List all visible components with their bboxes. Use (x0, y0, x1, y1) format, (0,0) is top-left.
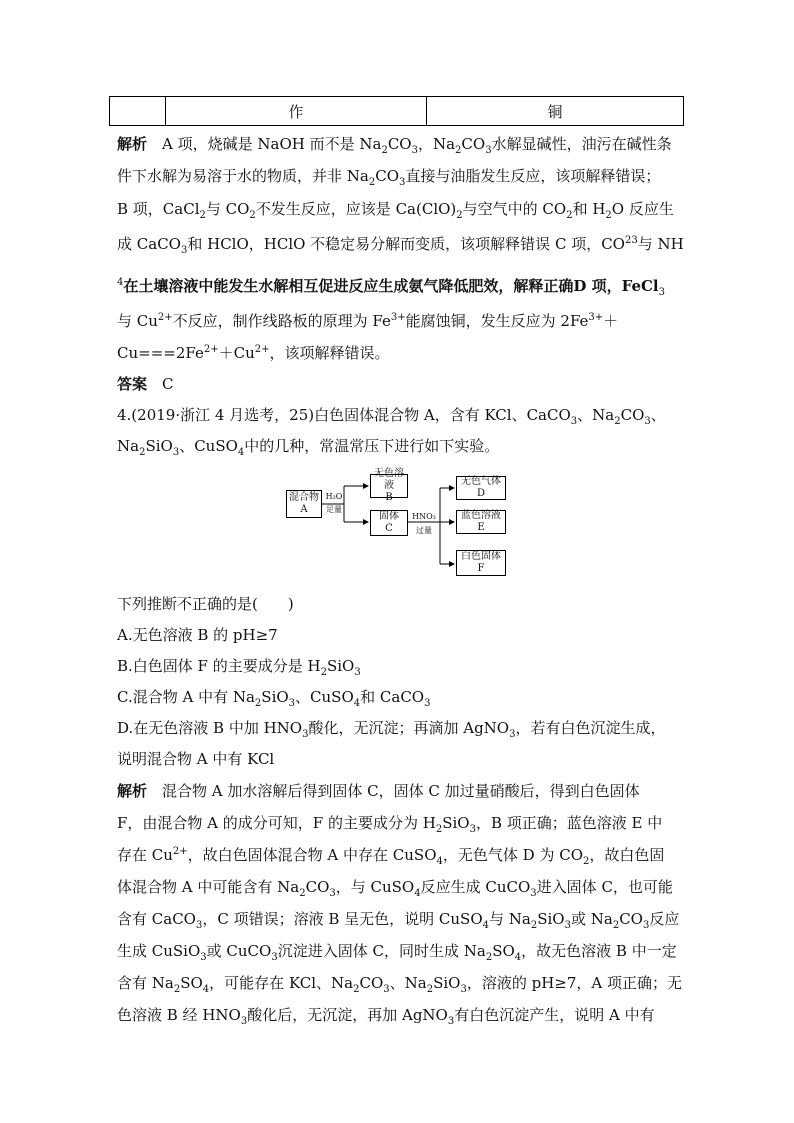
analysis2-line-7: 含有 $Na_2SO_4$，可能存在 KCl、$Na_2CO_3$、$Na_2SiO_3$，溶液的 pH≥7，A 项正确；无 (117, 974, 682, 995)
analysis1-line-4: 成 CaCO$_3$和 HClO，HClO 不稳定易分解而变质，该项解释错误 C 项，CO$^{23}$与 NH (117, 235, 684, 256)
box-solution-e: 蓝色溶液 E (456, 510, 506, 534)
analysis2-line-4: 体混合物 A 中可能含有 $Na_2CO_3$，与 CuSO$_4$反应生成 CuCO$_3$进入固体 C，也可能 (117, 878, 673, 899)
analysis2-line-5: 含有 CaCO$_3$，C 项错误；溶液 B 呈无色，说明 CuSO$_4$与 $Na_2SiO_3$或 $Na_2CO_3$反应 (117, 910, 680, 931)
analysis1-line-5: $^4$在土壤溶液中能发生水解相互促进反应生成氨气降低肥效，解释正确D 项，FeCl$_3$ (117, 277, 665, 298)
option-a: A.无色溶液 B 的 pH≥7 (117, 626, 278, 644)
table-cell-3: 铜 (547, 102, 563, 121)
answer-label: 答案 (117, 375, 148, 393)
analysis1-line-1: 解析 A 项，烧碱是 NaOH 而不是 $Na_2CO_3$，$Na_2CO_3$水解显碱性，油污在碱性条 (117, 135, 672, 156)
analysis2-line-3: 存在 $Cu^{2+}$，故白色固体混合物 A 中存在 CuSO$_4$，无色气体 D 为 $CO_2$，故白色固 (117, 846, 665, 867)
question-line-1: 4.(2019·浙江 4 月选考，25)白色固体混合物 A，含有 KCl、CaCO$_3$、$Na_2CO_3$、 (117, 406, 666, 427)
option-d: D.在无色溶液 B 中加 $HNO_3$酸化，无沉淀；再滴加 AgNO$_3$，若有白色沉淀生成， (117, 719, 666, 740)
analysis1-line-6: 与 $Cu^{2+}$不反应，制作线路板的原理为 $Fe^{3+}$能腐蚀铜，发生反应为 $2Fe^{3+}+$ (117, 312, 619, 330)
box-gas-d: 无色气体 D (456, 476, 506, 500)
box-solution-b: 无色溶液 B (370, 474, 408, 498)
option-d-cont: 说明混合物 A 中有 KCl (117, 750, 275, 768)
analysis2-line-1: 解析 混合物 A 加水溶解后得到固体 C，固体 C 加过量硝酸后，得到白色固体 (117, 782, 640, 800)
label-guoliang: 过量 (416, 526, 432, 535)
label-h2o: H₂O (325, 492, 343, 501)
box-solid-f: 白色固体 F (456, 550, 506, 576)
analysis2-line-8: 色溶液 B 经 $HNO_3$酸化后，无沉淀，再加 AgNO$_3$有白色沉淀产生，说明 A 中有 (117, 1006, 655, 1027)
question-prompt: 下列推断不正确的是( ) (117, 595, 294, 613)
option-b: B.白色固体 F 的主要成分是 $H_2SiO_3$ (117, 657, 361, 678)
box-mixture-a: 混合物 A (286, 490, 322, 518)
analysis2-line-6: 生成 CuSiO$_3$或 CuCO$_3$沉淀进入固体 C，同时生成 $Na_2SO_4$，故无色溶液 B 中一定 (117, 942, 677, 963)
analysis1-line-7: $Cu===2Fe^{2+}+Cu^{2+}$，该项解释错误。 (117, 344, 390, 362)
table-cell-2: 作 (166, 97, 427, 125)
analysis1-line-2: 件下水解为易溶于水的物质，并非 $Na_2CO_3$直接与油脂发生反应，该项解释错误； (117, 167, 661, 188)
table-cell-1 (110, 97, 166, 125)
question-line-2: $Na_2SiO_3$、CuSO$_4$中的几种，常温常压下进行如下实验。 (117, 437, 500, 458)
analysis1-line-3: B 项，CaCl$_2$与 $CO_2$不发生反应，应该是 $Ca(ClO)_2$与空气中的 $CO_2$和 $H_2O$ 反应生 (117, 200, 674, 221)
option-c: C.混合物 A 中有 $Na_2SiO_3$、CuSO$_4$和 CaCO$_3$ (117, 688, 431, 709)
table-fragment (109, 96, 684, 126)
label-zuliang: 足量 (326, 505, 342, 514)
answer-line (117, 374, 174, 394)
label-hno3: HNO₃ (412, 512, 436, 521)
box-solid-c: 固体 C (370, 510, 408, 536)
analysis2-line-2: F，由混合物 A 的成分可知，F 的主要成分为 $H_2SiO_3$，B 项正确；蓝色溶液 E 中 (117, 814, 663, 835)
answer-value: C (147, 375, 174, 393)
flow-diagram (284, 468, 508, 578)
